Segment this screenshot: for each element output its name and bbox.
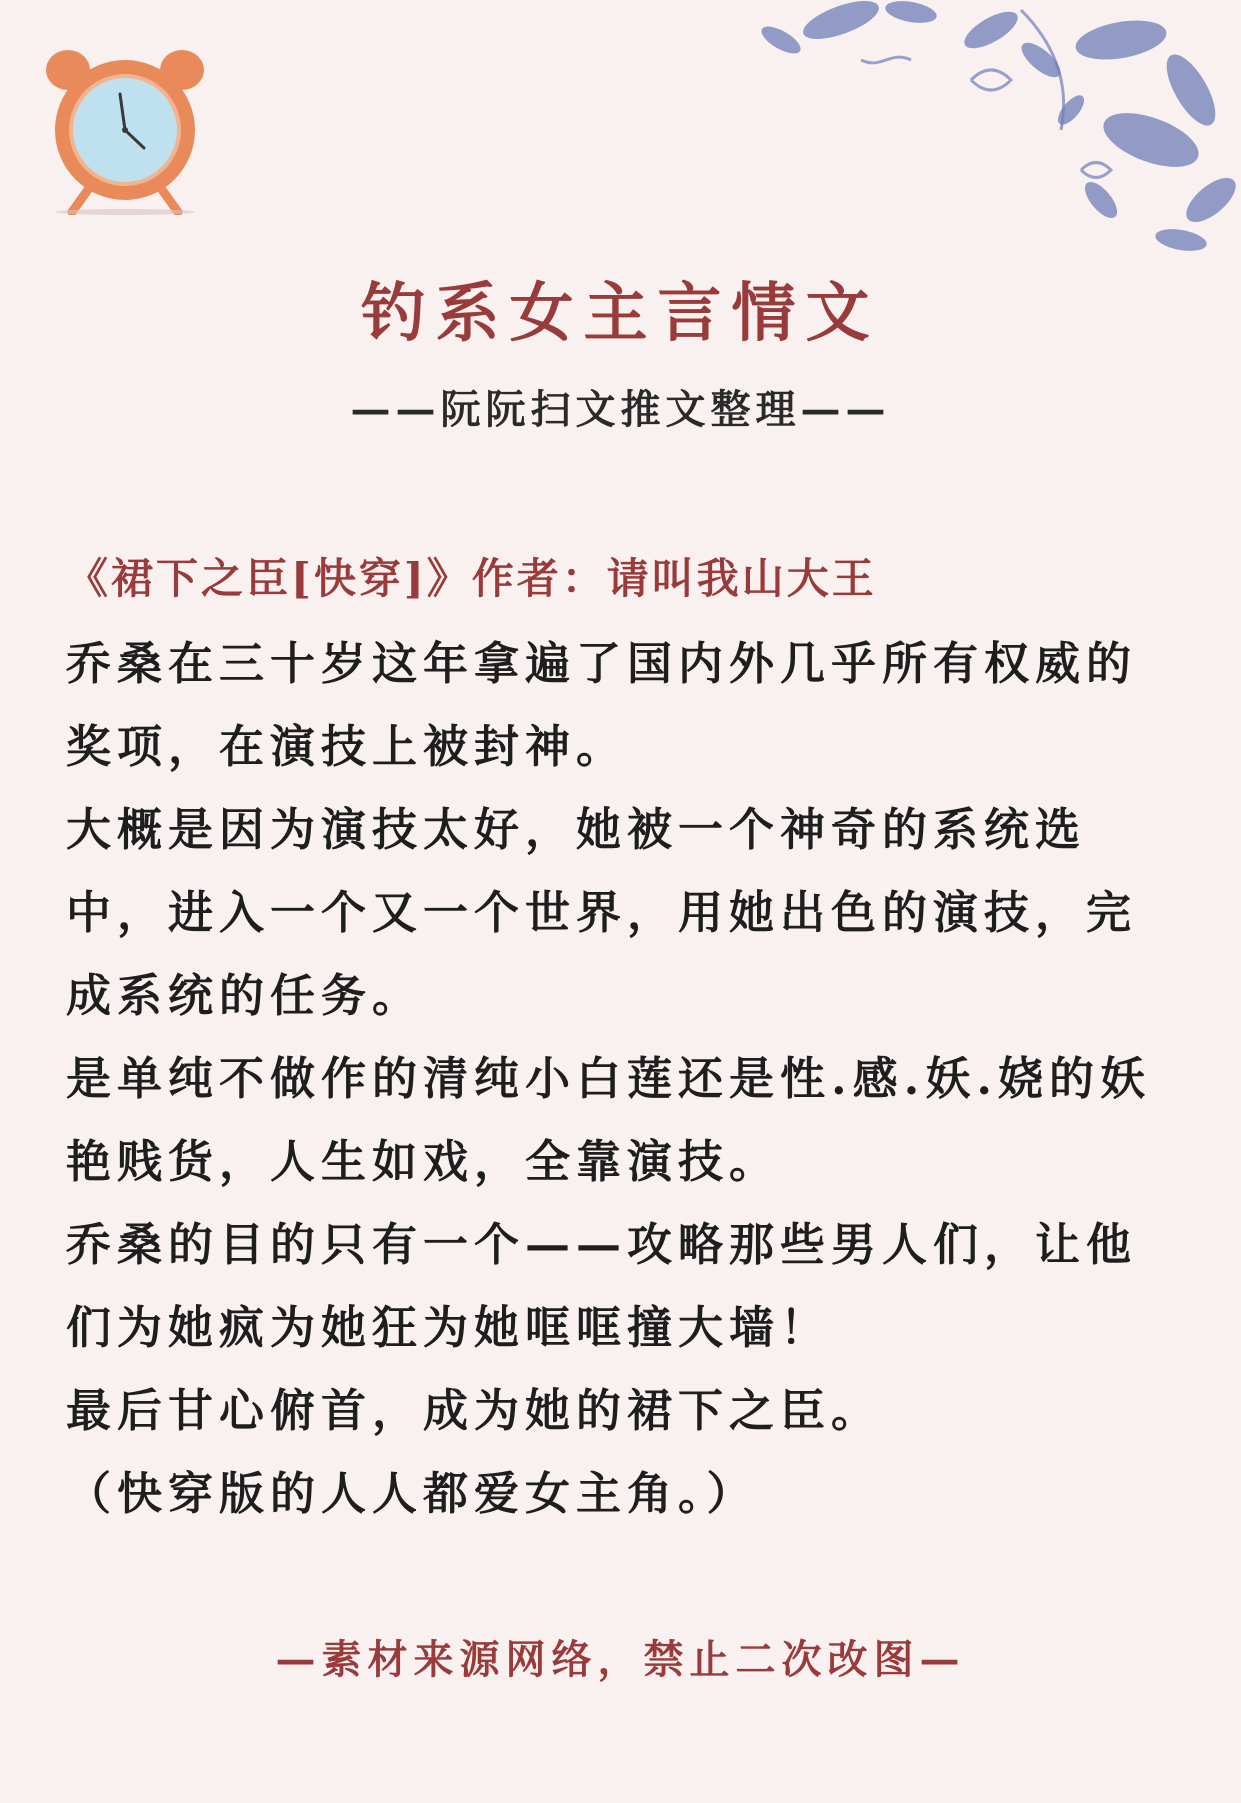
alarm-clock-icon xyxy=(40,40,210,215)
synopsis xyxy=(66,622,1166,1535)
synopsis-paragraph: 乔桑的目的只有一个——攻略那些男人们，让他们为她疯为她狂为她哐哐撞大墙！ xyxy=(66,1218,1138,1354)
synopsis-paragraph: 是单纯不做作的清纯小白莲还是性.感.妖.娆的妖艳贱货，人生如戏，全靠演技。 xyxy=(66,1052,1152,1188)
leaf-decoration xyxy=(721,0,1241,260)
source-note: —素材来源网络，禁止二次改图— xyxy=(275,1636,966,1683)
synopsis-paragraph: 乔桑在三十岁这年拿遍了国内外几乎所有权威的奖项，在演技上被封神。 xyxy=(66,637,1138,773)
page-subtitle: ——阮阮扫文推文整理—— xyxy=(350,386,891,433)
synopsis-paragraph: 最后甘心俯首，成为她的裙下之臣。 xyxy=(66,1384,883,1437)
synopsis-paragraph: （快穿版的人人都爱女主角。） xyxy=(66,1467,758,1520)
synopsis-paragraph: 大概是因为演技太好，她被一个神奇的系统选中，进入一个又一个世界，用她出色的演技，完成系统的任务。 xyxy=(66,803,1138,1022)
page-title: 钓系女主言情文 xyxy=(361,276,880,351)
book-title-author: 《裙下之臣[快穿]》作者：请叫我山大王 xyxy=(66,554,877,603)
